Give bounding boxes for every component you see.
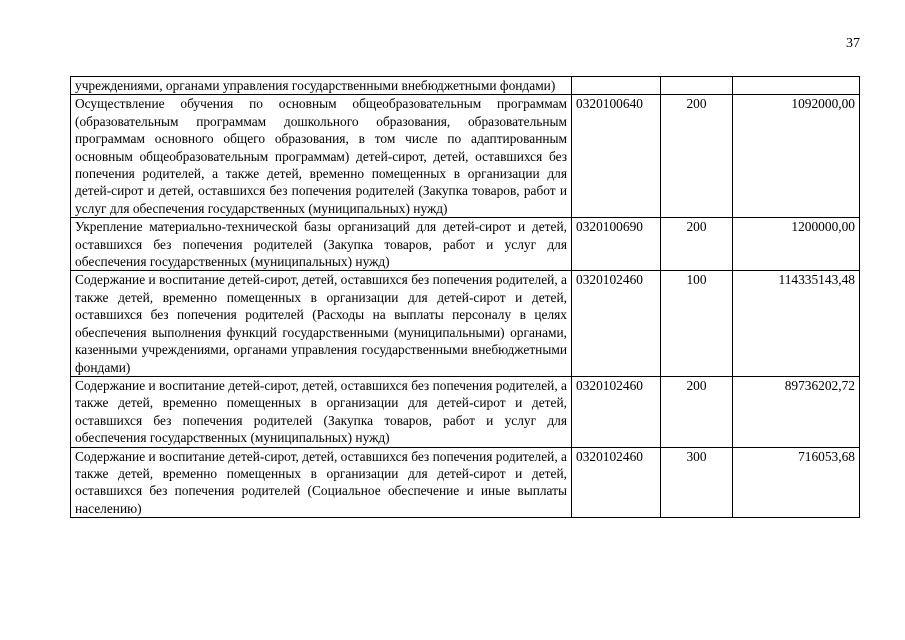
table-row bbox=[71, 447, 860, 518]
budget-table bbox=[70, 76, 860, 518]
page-number: 37 bbox=[846, 36, 860, 51]
row-expense-type: 200 bbox=[661, 376, 733, 447]
table-row bbox=[71, 77, 860, 95]
row-target-code: 0320102460 bbox=[572, 376, 661, 447]
row-amount: 89736202,72 bbox=[733, 376, 860, 447]
row-amount: 716053,68 bbox=[733, 447, 860, 518]
row-expense-type: 200 bbox=[661, 218, 733, 271]
row-description: Содержание и воспитание детей-сирот, детей, оставшихся без попечения родителей, а также детей, временно помещенных в организации для детей-сирот и детей, оставшихся без попечения родителей (Расходы на выплаты персоналу в целях обеспечения выполнения функций государственными (муниципальными) органами, казенными учреждениями, органами управления государственными внебюджетными фондами) bbox=[71, 271, 572, 376]
row-amount: 114335143,48 bbox=[733, 271, 860, 376]
table-row bbox=[71, 95, 860, 218]
row-amount: 1092000,00 bbox=[733, 95, 860, 218]
row-expense-type bbox=[661, 77, 733, 95]
row-description: Содержание и воспитание детей-сирот, детей, оставшихся без попечения родителей, а также детей, временно помещенных в организации для детей-сирот и детей, оставшихся без попечения родителей (Социальное обеспечение и иные выплаты населению) bbox=[71, 447, 572, 518]
row-amount: 1200000,00 bbox=[733, 218, 860, 271]
row-description: учреждениями, органами управления государственными внебюджетными фондами) bbox=[71, 77, 572, 95]
row-target-code bbox=[572, 77, 661, 95]
row-description: Укрепление материально-технической базы организаций для детей-сирот и детей, оставшихся без попечения родителей (Закупка товаров, работ и услуг для обеспечения государственных (муниципальных) нужд) bbox=[71, 218, 572, 271]
row-description: Содержание и воспитание детей-сирот, детей, оставшихся без попечения родителей, а также детей, временно помещенных в организации для детей-сирот и детей, оставшихся без попечения родителей (Закупка товаров, работ и услуг для обеспечения государственных (муниципальных) нужд) bbox=[71, 376, 572, 447]
row-expense-type: 100 bbox=[661, 271, 733, 376]
table-row bbox=[71, 271, 860, 376]
row-amount bbox=[733, 77, 860, 95]
row-target-code: 0320100690 bbox=[572, 218, 661, 271]
row-expense-type: 300 bbox=[661, 447, 733, 518]
budget-table-body bbox=[71, 77, 860, 518]
row-target-code: 0320102460 bbox=[572, 447, 661, 518]
table-row bbox=[71, 376, 860, 447]
row-description: Осуществление обучения по основным общеобразовательным программам (образовательным программам дошкольного образования, образовательным программам основного общего образования, в том числе по адаптированным основным общеобразовательным программам) детей-сирот, детей, оставшихся без попечения родителей, а также детей, временно помещенных в организации для детей-сирот и детей, оставшихся без попечения родителей (Закупка товаров, работ и услуг для обеспечения государственных (муниципальных) нужд) bbox=[71, 95, 572, 218]
row-target-code: 0320102460 bbox=[572, 271, 661, 376]
row-target-code: 0320100640 bbox=[572, 95, 661, 218]
table-row bbox=[71, 218, 860, 271]
row-expense-type: 200 bbox=[661, 95, 733, 218]
